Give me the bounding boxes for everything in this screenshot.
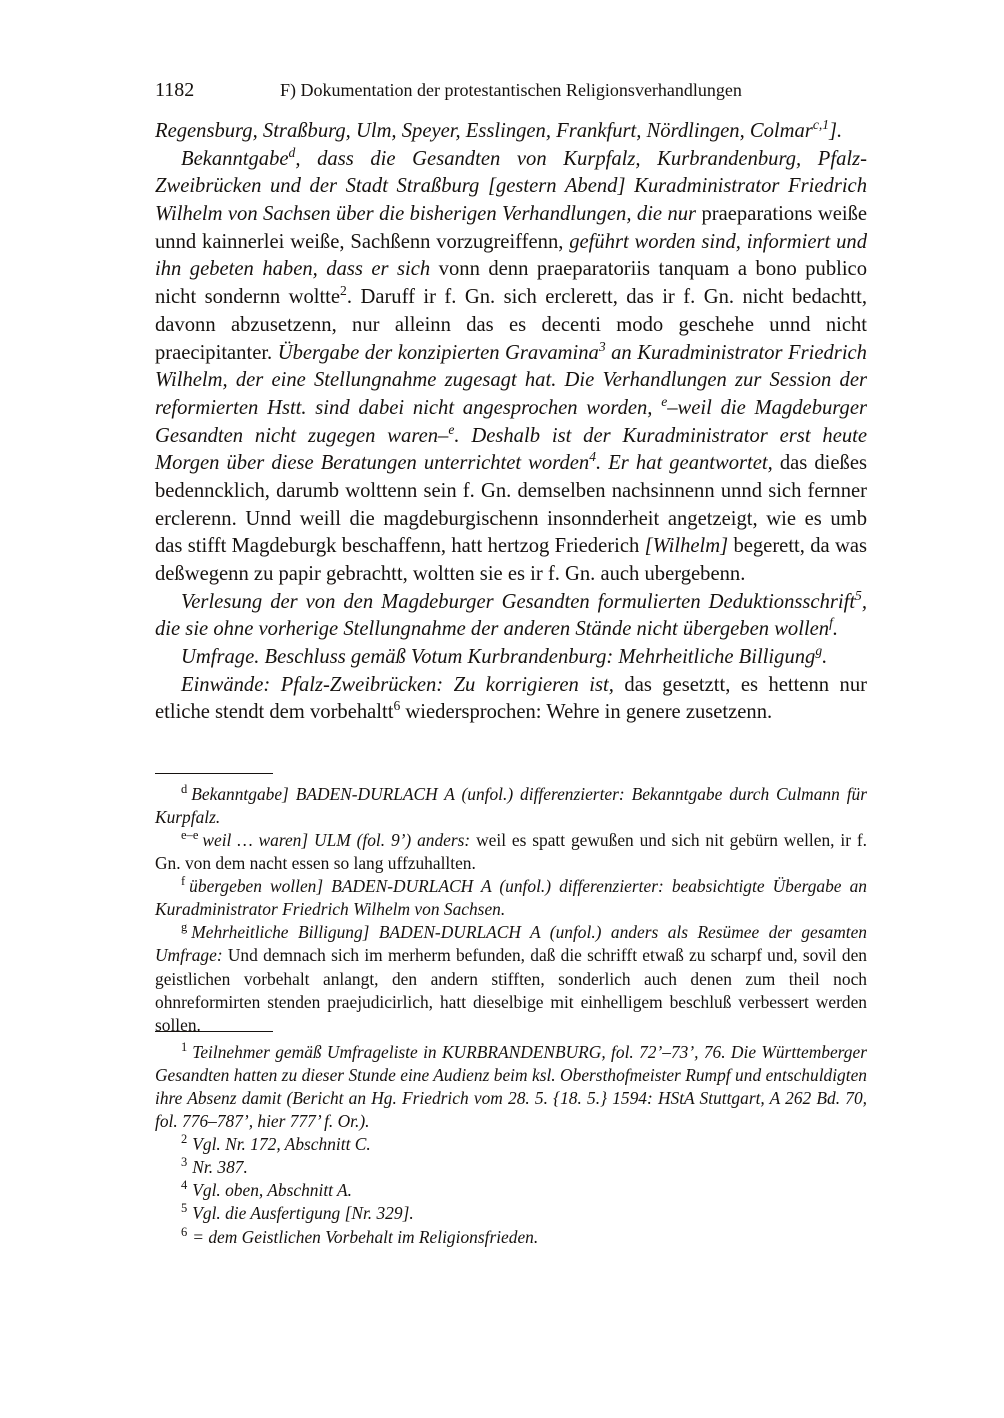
apparatus-note-f xyxy=(155,875,867,921)
bekanntgabe-seg6: . Daruff ir f. Gn. sich erclerett, das ir f. Gn. nicht bedachtt, davonn abzusetzenn, nur alleinn das es decenti modo geschehe unnd nicht praecipitanter. xyxy=(155,286,867,364)
umfrage-seg2: . xyxy=(822,646,828,669)
footnote-separator-rule xyxy=(155,1031,273,1032)
running-head xyxy=(155,78,865,102)
apparatus-lemma-g: Mehrheitliche Billigung] BADEN-DURLACH A (unfol.) anders als Resümee der gesamten Umfrage: xyxy=(155,922,867,966)
apparatus-sigil-f: f xyxy=(181,874,186,889)
page-number: 1182 xyxy=(155,79,195,101)
marker-5: 5 xyxy=(855,587,862,603)
footnote-number-1: 1 xyxy=(181,1040,188,1055)
apparatus-lemma-f: übergeben wollen] BADEN-DURLACH A (unfol.) differenzierter: beabsichtigte Übergabe an Kuradministrator Friedrich Wilhelm von Sachsen. xyxy=(155,876,867,920)
bekanntgabe-seg9: –weil die Magdeburger Gesandten nicht zugegen waren– xyxy=(155,396,867,447)
apparatus-note-d xyxy=(155,783,867,829)
bekanntgabe-seg12: das dießes bedenncklich, darumb wolttenn sein f. Gn. demselben nachsinnenn unnd sich fernner erclerenn. Unnd weill die magdeburgischenn insonnderheit angetzeigt, wie es umb das stifft Magdeburgk beschaffenn, hatt hertzog Friederich xyxy=(155,452,867,558)
footnote-text-2: Vgl. Nr. 172, Abschnitt C. xyxy=(192,1134,371,1155)
bekanntgabe-seg3: praeparations weiße unnd kainnerlei weiße, Sachßenn vorzugreiffenn, xyxy=(155,203,868,253)
marker-e-open: e xyxy=(661,394,668,410)
footnote-3 xyxy=(155,1156,867,1179)
bekanntgabe-seg4: geführt worden sind, informiert und ihn gebeten haben, dass er sich xyxy=(155,230,867,281)
apparatus-reading-g: Und demnach sich im merherm befunden, daß die schrifft etwaß zu scharpf und, sovil den geistlichen vorbehalt anlangt, den andern stifften, sonderlich auch denen zum theil noch ohnreformirten stenden praejudicirlich, hatt dieselbige mit einhelligem beschluß verbessert werden sollen. xyxy=(155,945,867,1035)
bekanntgabe-seg8: an Kuradministrator Friedrich Wilhelm, der eine Stellungnahme zugesagt hat. Die Verhandlungen zur Session der reformierten Hstt. sind dabei nicht angesprochen worden, xyxy=(155,341,867,419)
footnote-text-5: Vgl. die Ausfertigung [Nr. 329]. xyxy=(192,1203,414,1224)
marker-g: g xyxy=(815,643,823,659)
footnote-number-4: 4 xyxy=(181,1178,188,1193)
footnote-text-3: Nr. 387. xyxy=(192,1157,248,1178)
marker-c: c,1 xyxy=(812,117,830,133)
footnote-1 xyxy=(155,1041,867,1133)
marker-6: 6 xyxy=(393,698,401,714)
running-title: F) Dokumentation der protestantischen Religionsverhandlungen xyxy=(280,80,742,100)
bekanntgabe-seg5: vonn denn praeparatoriis tanquam a bono publico nicht sondernn woltte xyxy=(155,258,867,309)
einwaende-seg2: das gesetztt, es hettenn nur etliche stendt dem vorbehaltt xyxy=(155,673,867,724)
bekanntgabe-seg13: [Wilhelm] xyxy=(644,535,729,558)
footnote-number-3: 3 xyxy=(181,1155,188,1170)
apparatus-lemma-d: Bekanntgabe] BADEN-DURLACH A (unfol.) differenzierter: Bekanntgabe durch Culmann für Kurpfalz. xyxy=(155,784,867,828)
footnote-text-6: = dem Geistlichen Vorbehalt im Religionsfrieden. xyxy=(192,1226,539,1247)
critical-apparatus xyxy=(155,783,867,1037)
footnote-text-1: Teilnehmer gemäß Umfrageliste in KURBRANDENBURG, fol. 72’–73’, 76. Die Württemberger Gesandten hatten zu dieser Stunde eine Audienz beim ksl. Obersthofmeister Rumpf und entschuldigten ihre Absenz damit (Bericht an Hg. Friedrich vom 28. 5. {18. 5.} 1594: HStA Stuttgart, A 262 Bd. 70, fol. 776–787’, hier 777’ f. Or.). xyxy=(155,1042,867,1132)
apparatus-note-g xyxy=(155,921,867,1036)
paragraph-verlesung xyxy=(155,589,867,644)
marker-d: d xyxy=(288,144,296,160)
apparatus-note-e xyxy=(155,829,867,875)
bekanntgabe-seg1: Bekanntgabe xyxy=(181,147,289,170)
footnote-text-4: Vgl. oben, Abschnitt A. xyxy=(192,1180,352,1201)
paragraph-bekanntgabe xyxy=(155,146,867,589)
marker-f: f xyxy=(829,615,833,631)
verlesung-seg3: . xyxy=(832,618,839,641)
paragraph-umfrage xyxy=(155,644,867,672)
footnote-2 xyxy=(155,1133,867,1156)
verlesung-seg1: Verlesung der von den Magdeburger Gesandten formulierten Deduktionsschrift xyxy=(181,590,856,613)
main-text xyxy=(155,118,867,727)
paragraph-cities xyxy=(155,118,867,146)
einwaende-seg3: wiedersprochen: Wehre in genere zusetzenn. xyxy=(400,701,773,724)
apparatus-reading-e: weil es spatt gewußen und sich nit gebürn wellen, ir f. Gn. von dem nacht essen so lang uffzuhallten. xyxy=(155,830,867,874)
paragraph-einwaende xyxy=(155,672,867,727)
cities-list: Regensburg, Straßburg, Ulm, Speyer, Esslingen, Frankfurt, Nördlingen, Colmar xyxy=(155,120,813,142)
footnote-5 xyxy=(155,1202,867,1225)
bekanntgabe-seg7: Übergabe der konzipierten Gravamina xyxy=(277,341,599,364)
apparatus-lemma-e: weil … waren] ULM (fol. 9’) anders: xyxy=(202,830,477,851)
marker-2: 2 xyxy=(340,283,347,299)
marker-4: 4 xyxy=(589,449,596,465)
apparatus-separator-rule xyxy=(155,773,273,774)
bekanntgabe-seg2: , dass die Gesandten von Kurpfalz, Kurbrandenburg, Pfalz-Zweibrücken und der Stadt Straßburg [gestern Abend] Kuradministrator Friedrich Wilhelm von Sachsen über die bisherigen Verhandlungen, die nur xyxy=(155,147,867,226)
marker-e-close: e xyxy=(448,421,455,437)
footnote-number-6: 6 xyxy=(181,1224,188,1239)
marker-3: 3 xyxy=(598,338,606,354)
cities-tail: ]. xyxy=(829,120,843,142)
footnote-number-2: 2 xyxy=(181,1132,188,1147)
apparatus-sigil-d: d xyxy=(181,782,188,797)
apparatus-sigil-e: e–e xyxy=(181,828,199,843)
footnote-list xyxy=(155,1041,867,1249)
bekanntgabe-seg11: . Er hat geantwortet, xyxy=(595,452,780,475)
einwaende-seg1: Einwände: Pfalz-Zweibrücken: Zu korrigieren ist, xyxy=(181,673,625,696)
verlesung-seg2: , die sie ohne vorherige Stellungnahme der anderen Stände nicht übergeben wollen xyxy=(155,590,867,641)
apparatus-sigil-g: g xyxy=(181,920,188,935)
footnote-number-5: 5 xyxy=(181,1201,188,1216)
footnote-4 xyxy=(155,1179,867,1202)
footnote-6 xyxy=(155,1226,867,1249)
bekanntgabe-seg14: begerett, da was deßwegenn zu papir gebrachtt, woltten sie es ir f. Gn. auch ubergebenn. xyxy=(155,535,868,585)
umfrage-seg1: Umfrage. Beschluss gemäß Votum Kurbrandenburg: Mehrheitliche Billigung xyxy=(181,646,816,669)
bekanntgabe-seg10: . Deshalb ist der Kuradministrator erst heute Morgen über diese Beratungen unterrichtet worden xyxy=(155,424,867,475)
